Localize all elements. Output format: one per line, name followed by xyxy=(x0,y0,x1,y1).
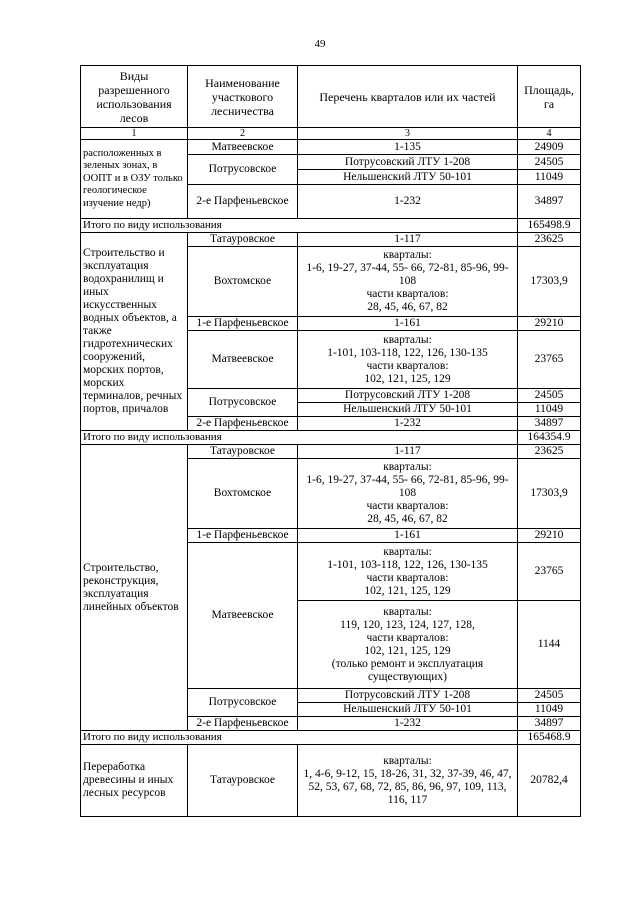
blocks-line: части кварталов: xyxy=(366,500,449,512)
blocks-cell: Потрусовский ЛТУ 1-208 xyxy=(298,689,518,703)
forestry-cell: 1-е Парфеньевское xyxy=(188,317,298,331)
blocks-cell: 1-117 xyxy=(298,233,518,247)
blocks-line: части кварталов: xyxy=(366,359,449,372)
blocks-cell: Потрусовский ЛТУ 1-208 xyxy=(298,389,518,403)
total-value: 165468.9 xyxy=(518,731,581,745)
blocks-cell xyxy=(298,543,518,601)
table-row xyxy=(81,745,581,817)
blocks-cell: 1-232 xyxy=(298,417,518,431)
total-label: Итого по виду использования xyxy=(81,219,518,233)
blocks-line: кварталы: xyxy=(383,461,432,473)
total-row xyxy=(81,431,581,445)
blocks-line: кварталы: xyxy=(383,333,432,346)
blocks-cell: 1-232 xyxy=(298,717,518,731)
blocks-line: 1-101, 103-118, 122, 126, 130-135 xyxy=(327,346,488,359)
use-kind-cell: Переработка древесины и иных лесных ресурсов xyxy=(81,745,188,817)
blocks-line: части кварталов: xyxy=(366,631,449,644)
blocks-line: 102, 121, 125, 129 xyxy=(364,372,451,385)
blocks-line: части кварталов: xyxy=(366,571,449,584)
area-cell: 24505 xyxy=(518,155,581,170)
use-kind-cell: Строительство и эксплуатация водохранилищ и иных искусственных водных объектов, а также гидротехнических сооружений, морских портов, морских терминалов, речных портов, причалов xyxy=(81,233,188,431)
blocks-cell: Потрусовский ЛТУ 1-208 xyxy=(298,155,518,170)
area-cell: 24505 xyxy=(518,389,581,403)
column-number: 2 xyxy=(188,128,298,140)
blocks-line: кварталы: xyxy=(383,754,432,767)
column-number: 4 xyxy=(518,128,581,140)
forestry-cell: Вохтомское xyxy=(188,247,298,317)
column-number: 1 xyxy=(81,128,188,140)
blocks-line: 28, 45, 46, 67, 82 xyxy=(367,513,448,525)
column-number-row xyxy=(81,128,581,140)
blocks-cell: Нельшенский ЛТУ 50-101 xyxy=(298,403,518,417)
use-kind-cell: расположенных в зеленых зонах, в ООПТ и в ОЗУ только геологическое изучение недр) xyxy=(81,140,188,219)
blocks-cell: 1-161 xyxy=(298,317,518,331)
blocks-cell: 1-232 xyxy=(298,185,518,219)
blocks-cell xyxy=(298,247,518,317)
forestry-cell: 2-е Парфеньевское xyxy=(188,417,298,431)
blocks-line: 28, 45, 46, 67, 82 xyxy=(367,301,448,313)
table-row xyxy=(81,140,581,155)
header-area: Площадь, га xyxy=(518,66,581,128)
page-number: 49 xyxy=(314,38,326,50)
area-cell: 24909 xyxy=(518,140,581,155)
forestry-cell: Татауровское xyxy=(188,445,298,459)
area-cell: 1144 xyxy=(518,601,581,689)
header-blocks: Перечень кварталов или их частей xyxy=(298,66,518,128)
use-kind-cell: Строительство, реконструкция, эксплуатация линейных объектов xyxy=(81,445,188,731)
blocks-line: кварталы: xyxy=(383,249,432,261)
area-cell: 34897 xyxy=(518,185,581,219)
blocks-line: 102, 121, 125, 129 xyxy=(364,584,451,597)
table-row xyxy=(81,445,581,459)
header-row xyxy=(81,66,581,128)
header-kind: Виды разрешенного использования лесов xyxy=(81,66,188,128)
total-value: 164354.9 xyxy=(518,431,581,445)
blocks-cell xyxy=(298,601,518,689)
total-row xyxy=(81,731,581,745)
blocks-cell xyxy=(298,745,518,817)
forestry-cell: Потрусовское xyxy=(188,389,298,417)
area-cell: 20782,4 xyxy=(518,745,581,817)
area-cell: 24505 xyxy=(518,689,581,703)
blocks-cell xyxy=(298,459,518,529)
blocks-line: 1, 4-6, 9-12, 15, 18-26, 31, 32, 37-39, 46, 47, 52, 53, 67, 68, 72, 85, 86, 96, 97, 109, 113, 116, 117 xyxy=(303,767,512,806)
blocks-line: кварталы: xyxy=(383,545,432,558)
area-cell: 11049 xyxy=(518,170,581,185)
blocks-cell: 1-117 xyxy=(298,445,518,459)
area-cell: 29210 xyxy=(518,317,581,331)
forest-use-table xyxy=(80,65,581,817)
forestry-cell: Матвеевское xyxy=(188,543,298,689)
area-cell: 23625 xyxy=(518,445,581,459)
forestry-cell: 2-е Парфеньевское xyxy=(188,185,298,219)
forestry-cell: Матвеевское xyxy=(188,331,298,389)
blocks-cell xyxy=(298,331,518,389)
area-cell: 23765 xyxy=(518,543,581,601)
area-cell: 23625 xyxy=(518,233,581,247)
area-cell: 17303,9 xyxy=(518,459,581,529)
area-cell: 11049 xyxy=(518,403,581,417)
forestry-cell: 1-е Парфеньевское xyxy=(188,529,298,543)
blocks-line: кварталы: xyxy=(383,605,432,618)
table-row xyxy=(81,233,581,247)
total-label: Итого по виду использования xyxy=(81,431,518,445)
area-cell: 11049 xyxy=(518,703,581,717)
area-cell: 34897 xyxy=(518,717,581,731)
blocks-line: части кварталов: xyxy=(366,288,449,300)
blocks-line: 1-101, 103-118, 122, 126, 130-135 xyxy=(327,558,488,571)
blocks-line: (только ремонт и эксплуатация существующих) xyxy=(331,657,484,683)
header-forestry: Наименование участкового лесничества xyxy=(188,66,298,128)
forestry-cell: Потрусовское xyxy=(188,689,298,717)
forestry-cell: Вохтомское xyxy=(188,459,298,529)
total-label: Итого по виду использования xyxy=(81,731,518,745)
blocks-line: 119, 120, 123, 124, 127, 128, xyxy=(340,618,475,631)
blocks-cell: 1-135 xyxy=(298,140,518,155)
total-row xyxy=(81,219,581,233)
forestry-cell: Татауровское xyxy=(188,745,298,817)
area-cell: 17303,9 xyxy=(518,247,581,317)
area-cell: 34897 xyxy=(518,417,581,431)
area-cell: 23765 xyxy=(518,331,581,389)
total-value: 165498.9 xyxy=(518,219,581,233)
blocks-line: 1-6, 19-27, 37-44, 55- 66, 72-81, 85-96, 99-108 xyxy=(306,262,509,287)
area-cell: 29210 xyxy=(518,529,581,543)
column-number: 3 xyxy=(298,128,518,140)
blocks-line: 1-6, 19-27, 37-44, 55- 66, 72-81, 85-96, 99-108 xyxy=(306,474,509,499)
forestry-cell: 2-е Парфеньевское xyxy=(188,717,298,731)
blocks-cell: Нельшенский ЛТУ 50-101 xyxy=(298,170,518,185)
blocks-cell: 1-161 xyxy=(298,529,518,543)
blocks-line: 102, 121, 125, 129 xyxy=(364,644,451,657)
forestry-cell: Татауровское xyxy=(188,233,298,247)
blocks-cell: Нельшенский ЛТУ 50-101 xyxy=(298,703,518,717)
forestry-cell: Потрусовское xyxy=(188,155,298,185)
forestry-cell: Матвеевское xyxy=(188,140,298,155)
